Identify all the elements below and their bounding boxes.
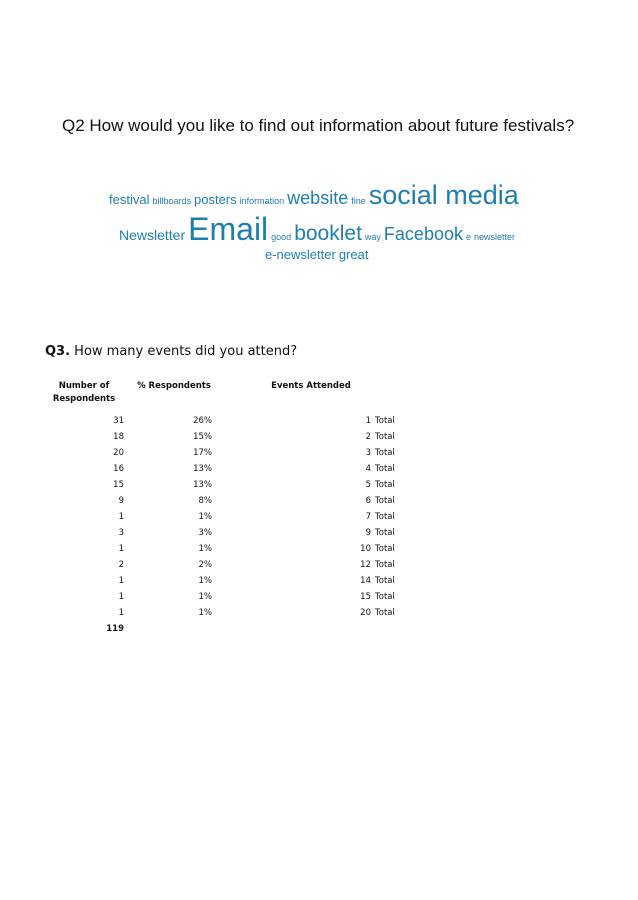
cell-events: 5 <box>365 480 371 490</box>
cloud-word: e-newsletter <box>265 247 336 262</box>
cell-respondents: 1 <box>118 512 124 522</box>
cloud-word: Email <box>188 211 269 247</box>
word-cloud-line-3 <box>265 246 371 264</box>
header-percent-respondents: % Respondents <box>137 381 211 391</box>
cell-percent: 1% <box>198 592 212 602</box>
cell-percent: 13% <box>193 464 212 474</box>
cloud-word: good <box>271 232 292 242</box>
cell-respondents: 15 <box>113 480 124 490</box>
cell-percent: 1% <box>198 608 212 618</box>
cell-respondents: 9 <box>118 496 124 506</box>
cell-events: 2 <box>365 432 371 442</box>
cell-respondents: 1 <box>118 608 124 618</box>
header-events-attended: Events Attended <box>271 381 351 391</box>
cell-percent: 8% <box>198 496 212 506</box>
header-number-of-respondents: Number of Respondents <box>52 381 116 404</box>
cell-total-label: Total <box>375 512 395 522</box>
cell-events: 10 <box>360 544 371 554</box>
cloud-word: way <box>364 232 381 242</box>
cloud-word: great <box>338 247 369 262</box>
cell-percent: 26% <box>193 416 212 426</box>
cloud-word: information <box>239 196 285 206</box>
cell-total-label: Total <box>375 592 395 602</box>
word-cloud-line-1 <box>109 180 522 211</box>
cloud-word: Facebook <box>383 224 463 244</box>
total-respondents: 119 <box>106 624 124 634</box>
cell-total-label: Total <box>375 608 395 618</box>
word-cloud-line-2 <box>119 211 518 248</box>
cell-respondents: 1 <box>118 592 124 602</box>
cloud-word: billboards <box>152 196 191 206</box>
cell-total-label: Total <box>375 480 395 490</box>
cell-percent: 2% <box>198 560 212 570</box>
cell-total-label: Total <box>375 464 395 474</box>
cloud-word: booklet <box>294 222 362 245</box>
cell-percent: 1% <box>198 512 212 522</box>
cell-events: 4 <box>365 464 371 474</box>
cell-respondents: 18 <box>113 432 124 442</box>
cell-percent: 17% <box>193 448 212 458</box>
cell-respondents: 1 <box>118 544 124 554</box>
cell-total-label: Total <box>375 432 395 442</box>
cloud-word: festival <box>109 192 150 207</box>
cloud-word: social media <box>368 180 519 210</box>
cell-respondents: 3 <box>118 528 124 538</box>
cell-events: 3 <box>365 448 371 458</box>
cell-total-label: Total <box>375 528 395 538</box>
cell-respondents: 2 <box>118 560 124 570</box>
cloud-word: e <box>465 232 471 242</box>
cell-total-label: Total <box>375 544 395 554</box>
cell-events: 12 <box>360 560 371 570</box>
cell-total-label: Total <box>375 496 395 506</box>
q3-question: How many events did you attend? <box>70 344 298 359</box>
cell-events: 15 <box>360 592 371 602</box>
cell-percent: 1% <box>198 576 212 586</box>
cell-events: 14 <box>360 576 371 586</box>
cell-respondents: 20 <box>113 448 124 458</box>
cloud-word: Newsletter <box>119 227 186 243</box>
cell-percent: 15% <box>193 432 212 442</box>
cell-respondents: 31 <box>113 416 124 426</box>
q3-title <box>45 344 297 359</box>
cloud-word: fine <box>351 196 366 206</box>
cell-events: 6 <box>365 496 371 506</box>
cell-total-label: Total <box>375 416 395 426</box>
cell-total-label: Total <box>375 448 395 458</box>
cell-total-label: Total <box>375 560 395 570</box>
cell-respondents: 1 <box>118 576 124 586</box>
cell-percent: 13% <box>193 480 212 490</box>
q3-number: Q3. <box>45 344 71 359</box>
cell-total-label: Total <box>375 576 395 586</box>
cell-percent: 3% <box>198 528 212 538</box>
cell-events: 7 <box>365 512 371 522</box>
cloud-word: website <box>287 188 349 208</box>
cell-events: 20 <box>360 608 371 618</box>
cell-events: 9 <box>365 528 371 538</box>
cell-respondents: 16 <box>113 464 124 474</box>
cloud-word: newsletter <box>474 232 516 242</box>
cloud-word: posters <box>194 192 237 207</box>
cell-events: 1 <box>365 416 371 426</box>
cell-percent: 1% <box>198 544 212 554</box>
q2-title: Q2 How would you like to find out information about future festivals? <box>62 116 575 135</box>
